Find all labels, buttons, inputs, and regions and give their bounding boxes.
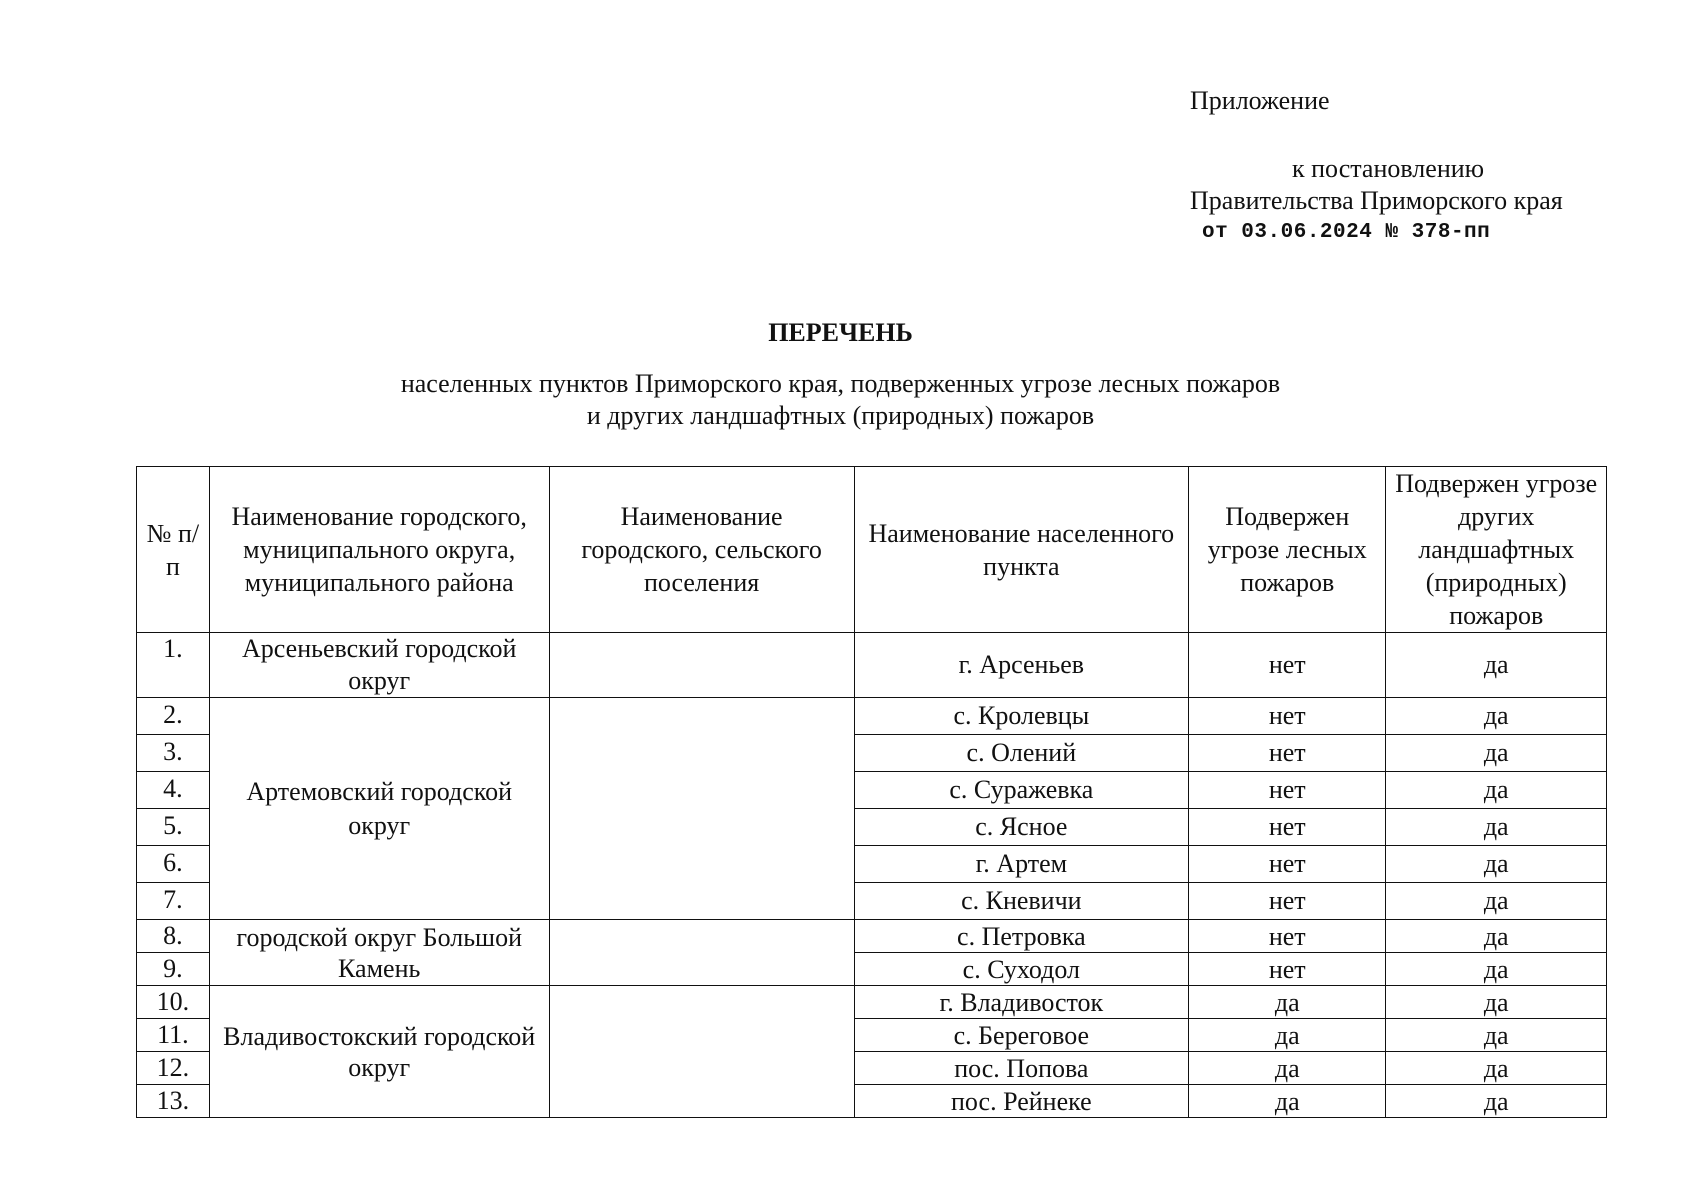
header-district: Наименование городского, муниципального округа, муниципального района (209, 467, 549, 633)
row-number: 1. (137, 633, 210, 698)
forest-fire-cell: да (1189, 1052, 1386, 1085)
subtitle-line-2: и других ландшафтных (природных) пожаров (586, 401, 1095, 430)
row-number: 6. (137, 846, 210, 883)
row-number: 2. (137, 698, 210, 735)
landscape-fire-cell: да (1386, 846, 1607, 883)
district-cell: Артемовский городской округ (209, 698, 549, 920)
row-number: 10. (137, 986, 210, 1019)
district-cell: Арсеньевский городской округ (209, 633, 549, 698)
resolution-date-number: от 03.06.2024 № 378-пп (1202, 221, 1491, 244)
place-cell: с. Кролевцы (854, 698, 1189, 735)
landscape-fire-cell: да (1386, 953, 1607, 986)
place-cell: пос. Рейнеке (854, 1085, 1189, 1118)
row-number: 3. (137, 735, 210, 772)
document-title: ПЕРЕЧЕНЬ (768, 318, 913, 347)
table-row (137, 986, 1607, 1019)
landscape-fire-cell: да (1386, 920, 1607, 953)
row-number: 7. (137, 883, 210, 920)
resolution-ref: к постановлению (1292, 154, 1485, 183)
landscape-fire-cell: да (1386, 698, 1607, 735)
row-number: 13. (137, 1085, 210, 1118)
landscape-fire-cell: да (1386, 633, 1607, 698)
forest-fire-cell: нет (1189, 735, 1386, 772)
forest-fire-cell: да (1189, 1019, 1386, 1052)
header-num: № п/п (137, 467, 210, 633)
header-landscape-fire: Подвержен угрозе других ландшафтных (природных) пожаров (1386, 467, 1607, 633)
table-row (137, 633, 1607, 698)
government-name: Правительства Приморского края (1190, 186, 1563, 215)
forest-fire-cell: нет (1189, 846, 1386, 883)
forest-fire-cell: нет (1189, 698, 1386, 735)
row-number: 9. (137, 953, 210, 986)
place-cell: г. Артем (854, 846, 1189, 883)
landscape-fire-cell: да (1386, 1052, 1607, 1085)
place-cell: с. Береговое (854, 1019, 1189, 1052)
row-number: 5. (137, 809, 210, 846)
forest-fire-cell: да (1189, 1085, 1386, 1118)
row-number: 4. (137, 772, 210, 809)
place-cell: г. Арсеньев (854, 633, 1189, 698)
forest-fire-cell: нет (1189, 920, 1386, 953)
forest-fire-cell: нет (1189, 633, 1386, 698)
place-cell: с. Суражевка (854, 772, 1189, 809)
forest-fire-cell: да (1189, 986, 1386, 1019)
header-forest-fire: Подвержен угрозе лесных пожаров (1189, 467, 1386, 633)
forest-fire-cell: нет (1189, 772, 1386, 809)
appendix-label: Приложение (1190, 86, 1330, 115)
forest-fire-cell: нет (1189, 809, 1386, 846)
place-cell: с. Ясное (854, 809, 1189, 846)
forest-fire-cell: нет (1189, 883, 1386, 920)
district-cell: Владивостокский городской округ (209, 986, 549, 1118)
district-cell: городской округ Большой Камень (209, 920, 549, 986)
landscape-fire-cell: да (1386, 986, 1607, 1019)
subtitle-line-1: населенных пунктов Приморского края, подверженных угрозе лесных пожаров (400, 369, 1281, 398)
landscape-fire-cell: да (1386, 883, 1607, 920)
document-subtitle (0, 368, 1681, 432)
place-cell: г. Владивосток (854, 986, 1189, 1019)
place-cell: с. Кневичи (854, 883, 1189, 920)
place-cell: с. Петровка (854, 920, 1189, 953)
landscape-fire-cell: да (1386, 1085, 1607, 1118)
place-cell: пос. Попова (854, 1052, 1189, 1085)
settlement-cell (549, 698, 854, 920)
row-number: 8. (137, 920, 210, 953)
settlement-cell (549, 920, 854, 986)
table-header-row (137, 467, 1607, 633)
header-place: Наименование населенного пункта (854, 467, 1189, 633)
place-cell: с. Суходол (854, 953, 1189, 986)
table-row (137, 920, 1607, 953)
landscape-fire-cell: да (1386, 1019, 1607, 1052)
forest-fire-cell: нет (1189, 953, 1386, 986)
settlement-cell (549, 986, 854, 1118)
row-number: 12. (137, 1052, 210, 1085)
place-cell: с. Олений (854, 735, 1189, 772)
landscape-fire-cell: да (1386, 735, 1607, 772)
table-row (137, 698, 1607, 735)
row-number: 11. (137, 1019, 210, 1052)
landscape-fire-cell: да (1386, 809, 1607, 846)
header-settlement: Наименование городского, сельского поселения (549, 467, 854, 633)
landscape-fire-cell: да (1386, 772, 1607, 809)
settlements-table (136, 466, 1607, 1118)
settlement-cell (549, 633, 854, 698)
